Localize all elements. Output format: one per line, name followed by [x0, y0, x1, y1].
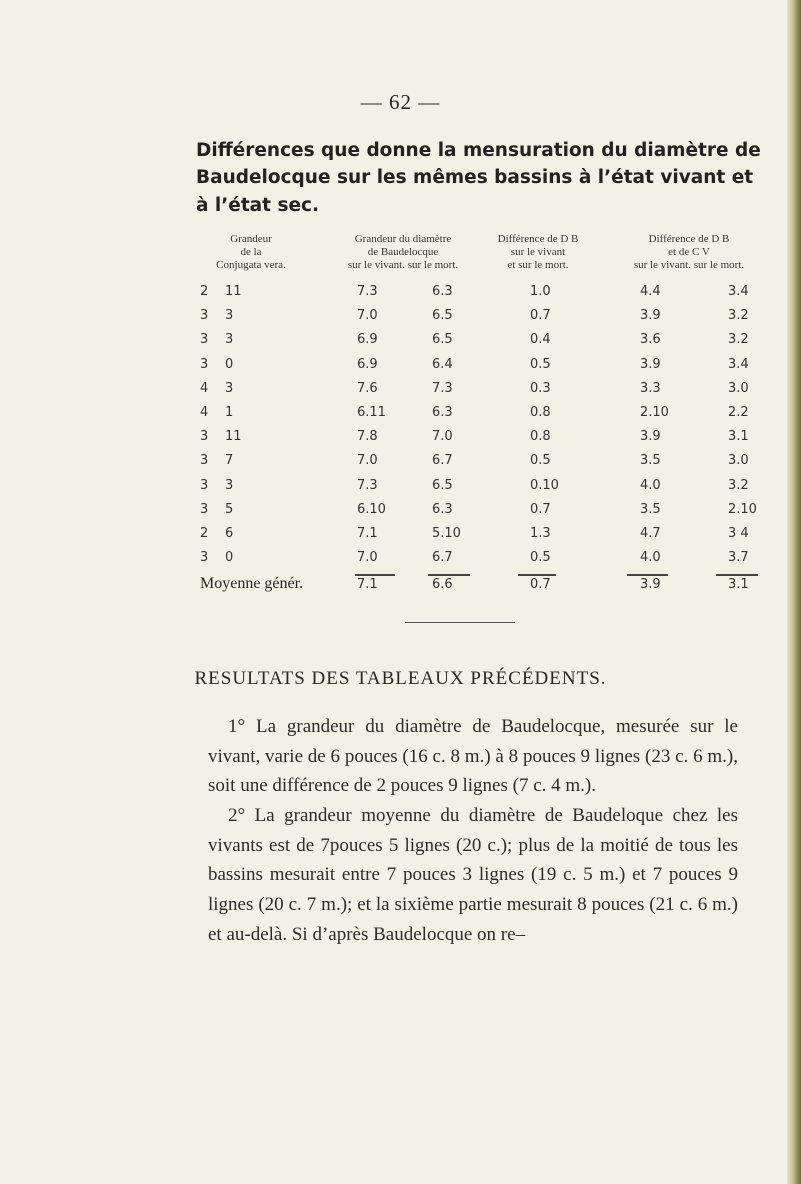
table-cell: 0.5: [530, 356, 551, 372]
table-cell: 6.11: [357, 405, 386, 420]
table-cell: 3.4: [728, 284, 749, 299]
table-cell: 7.0: [432, 429, 453, 445]
table-cell: 6: [225, 526, 234, 541]
table-cell: 7.3: [432, 380, 453, 396]
table-cell: 6.7: [432, 550, 453, 566]
table-cell: 2.2: [728, 405, 749, 420]
table-cell: 3: [225, 380, 234, 396]
table-cell: 3.3: [640, 380, 661, 396]
table-cell: 0.8: [530, 429, 551, 445]
heading-line-1: Différences que donne la mensuration du diamètre de: [196, 140, 761, 161]
table-cell: 6.5: [432, 332, 453, 348]
table-cell: 3: [200, 477, 209, 493]
table-cell: 4: [200, 380, 209, 396]
table-cell: 3: [200, 308, 209, 324]
paragraph-2: 2° La grandeur moyenne du diamètre de Baudeloque chez les vivants est de 7pouces 5 lignes (20 c.); plus de la moitié de tous les bassins mesurait entre 7 pouces 3 lignes (19 c. 5 m.) et 7 pouces 9 lignes (20 c. 7 m.); et la sixième partie mesurait 8 pouces (21 c. 6 m.) et au-delà. Si d’après Baudelocque on re–: [208, 805, 738, 945]
page-number: — 62 —: [360, 90, 441, 114]
table-cell: 3.4: [728, 356, 749, 372]
table-cell: 5: [225, 501, 234, 517]
table-cell: 0.4: [530, 332, 551, 348]
sum-underline: [518, 574, 556, 576]
table-cell: 3: [200, 550, 209, 566]
table-cell: 3: [225, 332, 234, 348]
table-cell: 11: [225, 429, 242, 445]
heading-line-3: à l’état sec.: [196, 195, 320, 216]
table-cell: 7.8: [357, 429, 378, 445]
sum-underline: [716, 574, 758, 576]
table-cell: 3.0: [728, 453, 749, 469]
table-cell: 3.9: [640, 356, 661, 372]
table-cell: 0.5: [530, 453, 551, 469]
header-col-difference-db: Différence de D B sur le vivant et sur le mort.: [497, 233, 579, 271]
table-cell: 6.4: [432, 356, 453, 372]
table-cell: 1.3: [530, 526, 551, 541]
separator-rule: [405, 622, 515, 623]
table-cell: 3.9: [640, 308, 661, 324]
table-cell: 4: [200, 405, 209, 420]
table-cell: 7.3: [357, 477, 378, 493]
sum-underline: [428, 574, 470, 576]
average-label: Moyenne génér.: [200, 575, 304, 592]
sum-underline: [355, 574, 395, 576]
table-cell: 3: [200, 332, 209, 348]
table-cell: 3.0: [728, 380, 749, 396]
table-cell: 3.7: [728, 550, 749, 566]
table-cell: 0: [225, 356, 234, 372]
table-cell: 2: [200, 526, 209, 541]
header-col-conjugata: Grandeur de la Conjugata vera.: [216, 233, 286, 271]
header-col-difference-db-cv: Différence de D B et de C V sur le vivant. sur le mort.: [633, 233, 745, 271]
heading-line-2: Baudelocque sur les mêmes bassins à l’état vivant et: [196, 167, 754, 188]
table-cell: 3: [200, 429, 209, 445]
table-cell: 2: [200, 284, 209, 299]
table-cell: 6.7: [432, 453, 453, 469]
table-cell: 3: [200, 453, 209, 469]
table-cell: 7.6: [357, 380, 378, 396]
average-value: 3.9: [640, 577, 661, 592]
table-cell: 0.7: [530, 501, 551, 517]
table-cell: 0.8: [530, 405, 551, 420]
page-edge: [787, 0, 801, 1184]
table-cell: 0.3: [530, 380, 551, 396]
table-cell: 6.10: [357, 501, 386, 517]
table-cell: 1: [225, 405, 234, 420]
table-cell: 3.2: [728, 332, 749, 348]
results-title: RESULTATS DES TABLEAUX PRÉCÉDENTS.: [194, 668, 607, 689]
table-cell: 11: [225, 284, 242, 299]
average-value: 7.1: [357, 577, 378, 592]
table-cell: 7.0: [357, 308, 378, 324]
table-cell: 6.9: [357, 356, 378, 372]
paragraph-1: 1° La grandeur du diamètre de Baudelocque, mesurée sur le vivant, varie de 6 pouces (16 c. 8 m.) à 8 pouces 9 lignes (23 c. 6 m.), soit une différence de 2 pouces 9 lignes (7 c. 4 m.).: [208, 716, 738, 797]
average-value: 3.1: [728, 577, 749, 592]
header-col-baudelocque: Grandeur du diamètre de Baudelocque sur le vivant. sur le mort.: [347, 233, 459, 271]
table-cell: 3.5: [640, 501, 661, 517]
average-value: 0.7: [530, 577, 551, 592]
average-value: 6.6: [432, 577, 453, 592]
table-cell: 7.1: [357, 526, 378, 541]
table-cell: 6.3: [432, 284, 453, 299]
table-cell: 0: [225, 550, 234, 566]
table-cell: 0.5: [530, 550, 551, 566]
table-cell: 0.10: [530, 477, 559, 493]
table-cell: 3.2: [728, 477, 749, 493]
table-cell: 6.3: [432, 501, 453, 517]
table-cell: 7.3: [357, 284, 378, 299]
table-cell: 7.0: [357, 550, 378, 566]
table-cell: 5.10: [432, 526, 461, 541]
table-cell: 7.0: [357, 453, 378, 469]
table-cell: 6.5: [432, 308, 453, 324]
table-cell: 0.7: [530, 308, 551, 324]
sum-underline: [627, 574, 668, 576]
table-cell: 4.0: [640, 550, 661, 566]
table-cell: 6.9: [357, 332, 378, 348]
table-cell: 7: [225, 453, 234, 469]
table-cell: 3: [225, 308, 234, 324]
table-cell: 3.6: [640, 332, 661, 348]
table-cell: 4.4: [640, 284, 661, 299]
table-cell: 3.5: [640, 453, 661, 469]
table-cell: 6.3: [432, 405, 453, 420]
table-cell: 4.0: [640, 477, 661, 493]
table-cell: 3.9: [640, 429, 661, 445]
table-cell: 3.1: [728, 429, 749, 445]
table-cell: 3 4: [728, 526, 749, 541]
table-cell: 3: [200, 501, 209, 517]
table-cell: 1.0: [530, 284, 551, 299]
table-cell: 2.10: [640, 405, 669, 420]
table-cell: 6.5: [432, 477, 453, 493]
table-cell: 2.10: [728, 501, 757, 517]
table-cell: 4.7: [640, 526, 661, 541]
table-cell: 3: [225, 477, 234, 493]
table-cell: 3.2: [728, 308, 749, 324]
table-cell: 3: [200, 356, 209, 372]
